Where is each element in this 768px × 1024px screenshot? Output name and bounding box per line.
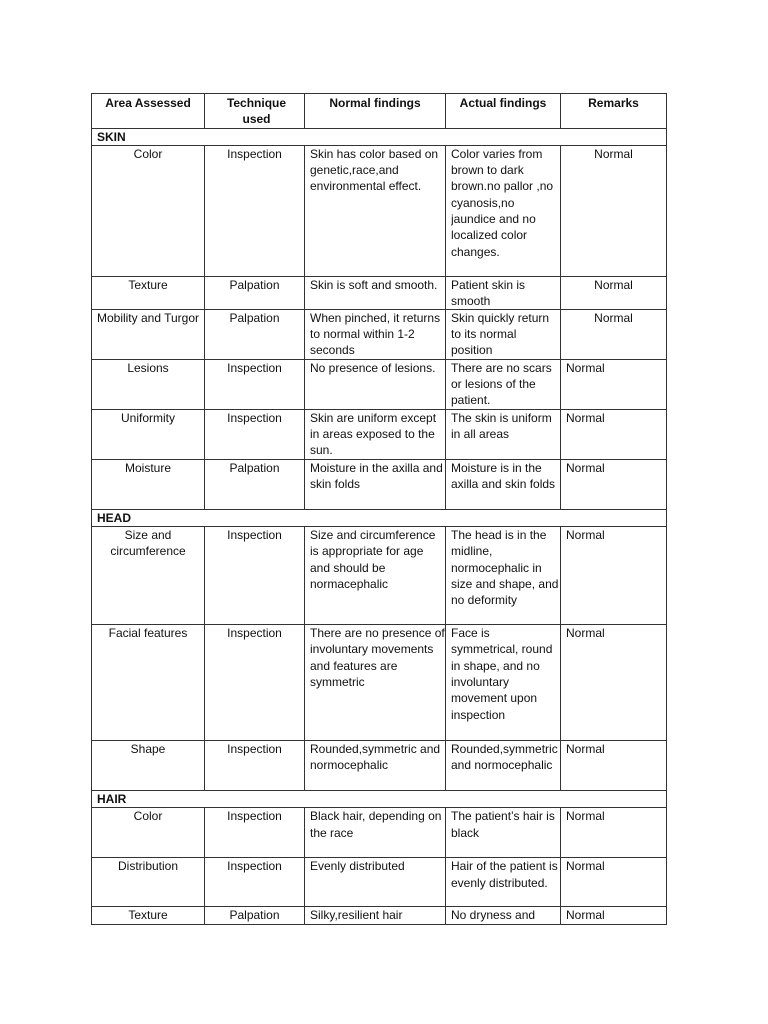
assessment-table bbox=[91, 93, 667, 925]
section-row-skin bbox=[92, 128, 667, 145]
actual-findings-cell-text: Moisture is in the axilla and skin folds bbox=[451, 460, 556, 492]
table-row bbox=[92, 309, 667, 359]
header-normal-findings: Normal findings bbox=[305, 94, 446, 129]
remarks-cell-text: Normal bbox=[566, 742, 605, 757]
normal-findings-cell-text: Evenly distributed bbox=[310, 859, 405, 874]
normal-findings-cell bbox=[305, 907, 446, 925]
technique-cell-text: Inspection bbox=[227, 360, 282, 375]
table-row bbox=[92, 276, 667, 309]
table-row bbox=[92, 858, 667, 907]
normal-findings-cell-text: Silky,resilient hair bbox=[310, 908, 403, 923]
normal-findings-cell bbox=[305, 527, 446, 625]
actual-findings-cell bbox=[446, 145, 561, 276]
normal-findings-cell bbox=[305, 409, 446, 459]
actual-findings-cell-text: Face is symmetrical, round in shape, and no involuntary movement upon inspection bbox=[451, 626, 553, 722]
technique-cell-text: Palpation bbox=[229, 908, 280, 923]
remarks-cell-text: Normal bbox=[566, 410, 605, 425]
actual-findings-cell-text: The patient’s hair is black bbox=[451, 809, 555, 840]
area-cell-text: Moisture bbox=[124, 460, 171, 475]
remarks-cell bbox=[561, 359, 667, 409]
section-title: HEAD bbox=[92, 509, 667, 526]
actual-findings-cell-text: Patient skin is smooth bbox=[451, 277, 526, 309]
table-row bbox=[92, 907, 667, 925]
remarks-cell-text: Normal bbox=[566, 809, 605, 824]
normal-findings-cell bbox=[305, 808, 446, 858]
technique-cell-text: Inspection bbox=[227, 809, 282, 824]
normal-findings-cell bbox=[305, 145, 446, 276]
table-row bbox=[92, 459, 667, 509]
technique-cell bbox=[205, 359, 305, 409]
remarks-cell-text: Normal bbox=[566, 626, 605, 641]
table-row bbox=[92, 359, 667, 409]
remarks-cell-text: Normal bbox=[566, 360, 605, 375]
technique-cell bbox=[205, 145, 305, 276]
remarks-cell-text: Normal bbox=[594, 146, 633, 161]
technique-cell bbox=[205, 409, 305, 459]
header-remarks: Remarks bbox=[561, 94, 667, 129]
actual-findings-cell-text: The skin is uniform in all areas bbox=[451, 410, 552, 442]
technique-cell-text: Inspection bbox=[227, 146, 282, 161]
normal-findings-cell-text: Black hair, depending on the race bbox=[310, 809, 442, 840]
technique-cell bbox=[205, 741, 305, 791]
section-row-hair bbox=[92, 791, 667, 808]
actual-findings-cell-text: Color varies from brown to dark brown.no pallor ,no cyanosis,no jaundice and no localized color changes. bbox=[451, 146, 554, 259]
technique-cell-text: Inspection bbox=[227, 528, 282, 543]
technique-cell bbox=[205, 808, 305, 858]
area-cell bbox=[92, 145, 205, 276]
normal-findings-cell-text: Rounded,symmetric and normocephalic bbox=[310, 742, 441, 773]
normal-findings-cell bbox=[305, 276, 446, 309]
normal-findings-cell bbox=[305, 625, 446, 741]
normal-findings-cell bbox=[305, 459, 446, 509]
actual-findings-cell bbox=[446, 527, 561, 625]
remarks-cell-text: Normal bbox=[594, 277, 633, 292]
remarks-cell bbox=[561, 145, 667, 276]
table-header-row bbox=[92, 94, 667, 129]
area-cell bbox=[92, 276, 205, 309]
area-cell-text: Facial features bbox=[108, 626, 188, 641]
actual-findings-cell bbox=[446, 276, 561, 309]
section-title: HAIR bbox=[92, 791, 667, 808]
remarks-cell-text: Normal bbox=[566, 528, 605, 543]
document-page bbox=[91, 93, 667, 925]
area-cell-text: Color bbox=[133, 146, 163, 161]
remarks-cell bbox=[561, 741, 667, 791]
section-row-head bbox=[92, 509, 667, 526]
normal-findings-cell-text: Skin has color based on genetic,race,and environmental effect. bbox=[310, 146, 439, 194]
area-cell-text: Lesions bbox=[127, 360, 169, 375]
actual-findings-cell bbox=[446, 359, 561, 409]
table-row bbox=[92, 808, 667, 858]
remarks-cell bbox=[561, 625, 667, 741]
normal-findings-cell-text: When pinched, it returns to normal within 1-2 seconds bbox=[310, 310, 441, 358]
table-row bbox=[92, 409, 667, 459]
technique-cell bbox=[205, 459, 305, 509]
area-cell bbox=[92, 741, 205, 791]
technique-cell bbox=[205, 309, 305, 359]
actual-findings-cell bbox=[446, 309, 561, 359]
normal-findings-cell-text: Moisture in the axilla and skin folds bbox=[310, 460, 443, 492]
actual-findings-cell bbox=[446, 625, 561, 741]
normal-findings-cell bbox=[305, 359, 446, 409]
section-title: SKIN bbox=[92, 128, 667, 145]
remarks-cell-text: Normal bbox=[594, 310, 633, 325]
normal-findings-cell bbox=[305, 858, 446, 907]
technique-cell bbox=[205, 276, 305, 309]
actual-findings-cell bbox=[446, 409, 561, 459]
header-actual-findings: Actual findings bbox=[446, 94, 561, 129]
area-cell-text: Distribution bbox=[117, 859, 179, 874]
technique-cell-text: Palpation bbox=[229, 310, 280, 325]
actual-findings-cell-text: Rounded,symmetric and normocephalic bbox=[451, 742, 558, 773]
actual-findings-cell bbox=[446, 741, 561, 791]
area-cell bbox=[92, 527, 205, 625]
technique-cell-text: Inspection bbox=[227, 742, 282, 757]
normal-findings-cell bbox=[305, 309, 446, 359]
remarks-cell bbox=[561, 276, 667, 309]
area-cell bbox=[92, 907, 205, 925]
remarks-cell bbox=[561, 527, 667, 625]
technique-cell bbox=[205, 625, 305, 741]
table-row bbox=[92, 625, 667, 741]
normal-findings-cell-text: No presence of lesions. bbox=[310, 360, 436, 375]
remarks-cell bbox=[561, 808, 667, 858]
area-cell bbox=[92, 309, 205, 359]
remarks-cell-text: Normal bbox=[566, 460, 605, 475]
actual-findings-cell-text: Skin quickly return to its normal position bbox=[451, 310, 550, 358]
area-cell-text: Uniformity bbox=[120, 410, 175, 425]
remarks-cell bbox=[561, 409, 667, 459]
actual-findings-cell bbox=[446, 808, 561, 858]
actual-findings-cell bbox=[446, 858, 561, 907]
normal-findings-cell-text: Skin is soft and smooth. bbox=[310, 277, 438, 292]
normal-findings-cell-text: Skin are uniform except in areas exposed to the sun. bbox=[310, 410, 437, 458]
technique-cell-text: Palpation bbox=[229, 460, 280, 475]
actual-findings-cell-text: Hair of the patient is evenly distributed. bbox=[451, 859, 558, 890]
area-cell-text: Mobility and Turgor bbox=[96, 310, 200, 325]
actual-findings-cell bbox=[446, 907, 561, 925]
header-area-assessed: Area Assessed bbox=[92, 94, 205, 129]
remarks-cell bbox=[561, 309, 667, 359]
normal-findings-cell-text: Size and circumference is appropriate for age and should be normacephalic bbox=[310, 528, 436, 592]
area-cell-text: Shape bbox=[130, 742, 166, 757]
table-row bbox=[92, 145, 667, 276]
technique-cell bbox=[205, 907, 305, 925]
actual-findings-cell-text: No dryness and bbox=[451, 908, 536, 923]
remarks-cell-text: Normal bbox=[566, 908, 605, 923]
technique-cell-text: Inspection bbox=[227, 859, 282, 874]
area-cell-text: Texture bbox=[128, 277, 168, 292]
area-cell bbox=[92, 858, 205, 907]
remarks-cell bbox=[561, 858, 667, 907]
area-cell bbox=[92, 459, 205, 509]
header-technique-used: Technique used bbox=[205, 94, 305, 129]
actual-findings-cell-text: The head is in the midline, normocephalic in size and shape, and no deformity bbox=[451, 528, 559, 608]
table-row bbox=[92, 527, 667, 625]
area-cell-text: Color bbox=[133, 809, 163, 824]
technique-cell-text: Inspection bbox=[227, 626, 282, 641]
technique-cell bbox=[205, 527, 305, 625]
remarks-cell-text: Normal bbox=[566, 859, 605, 874]
area-cell bbox=[92, 359, 205, 409]
remarks-cell bbox=[561, 459, 667, 509]
area-cell bbox=[92, 625, 205, 741]
technique-cell-text: Inspection bbox=[227, 410, 282, 425]
normal-findings-cell-text: There are no presence of involuntary movements and features are symmetric bbox=[310, 626, 445, 690]
technique-cell bbox=[205, 858, 305, 907]
area-cell-text: Texture bbox=[128, 908, 168, 923]
normal-findings-cell bbox=[305, 741, 446, 791]
area-cell bbox=[92, 808, 205, 858]
actual-findings-cell-text: There are no scars or lesions of the patient. bbox=[451, 360, 552, 408]
area-cell-text: Size and circumference bbox=[110, 528, 186, 559]
area-cell bbox=[92, 409, 205, 459]
remarks-cell bbox=[561, 907, 667, 925]
table-row bbox=[92, 741, 667, 791]
actual-findings-cell bbox=[446, 459, 561, 509]
technique-cell-text: Palpation bbox=[229, 277, 280, 292]
